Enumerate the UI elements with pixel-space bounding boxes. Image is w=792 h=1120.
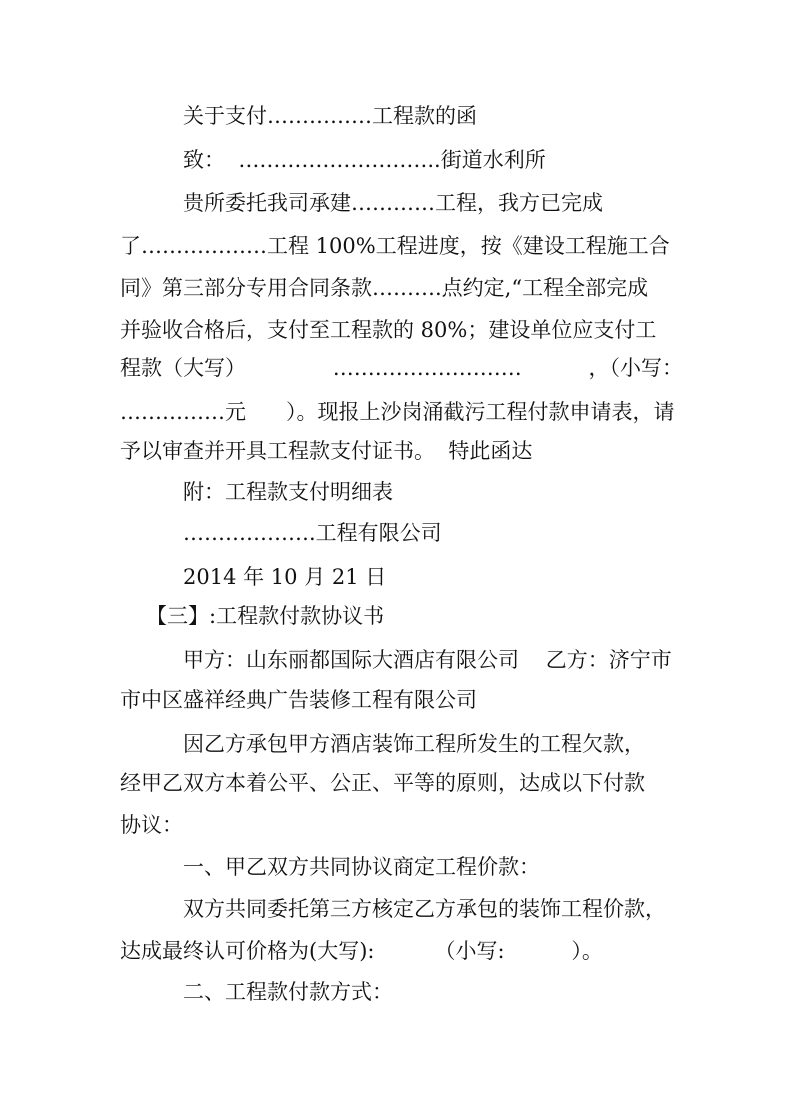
letter-body-line-4: 并验收合格后，支付至工程款的 80%；建设单位应支付工 <box>120 318 657 342</box>
letter-body-line-1: 贵所委托我司承建…………工程，我方已完成 <box>183 191 603 215</box>
date-line: 2014 年 10 月 21 日 <box>183 565 387 589</box>
letter-body-line-6: ……………元 ）。现报上沙岗涌截污工程付款申请表，请 <box>120 400 675 424</box>
letter-body-line-7: 予以审查并开具工程款支付证书。 特此函达 <box>120 439 533 463</box>
parties-line-2: 市中区盛祥经典广告装修工程有限公司 <box>120 688 477 712</box>
letter-title: 关于支付……………工程款的函 <box>183 104 477 128</box>
section-1-line-2: 达成最终认可价格为(大写): （小写: ）。 <box>120 939 603 963</box>
letter-body-line-2: 了………………工程 100%工程进度，按《建设工程施工合 <box>120 234 670 258</box>
agreement-heading: 【三】:工程款付款协议书 <box>146 604 385 628</box>
parties-line-1: 甲方：山东丽都国际大酒店有限公司 乙方：济宁市 <box>183 648 672 672</box>
section-1-line-1: 双方共同委托第三方核定乙方承包的装饰工程价款， <box>183 897 666 921</box>
attachment-line: 附：工程款支付明细表 <box>183 480 393 504</box>
letter-addressee: 致： ………………………..街道水利所 <box>183 148 546 172</box>
section-2-title: 二、工程款付款方式： <box>183 980 393 1004</box>
intro-line-3: 协议： <box>120 813 183 837</box>
intro-line-2: 经甲乙双方本着公平、公正、平等的原则，达成以下付款 <box>120 771 645 795</box>
letter-body-line-3: 同》第三部分专用合同条款……….点约定,“工程全部完成 <box>120 276 649 300</box>
intro-line-1: 因乙方承包甲方酒店装饰工程所发生的工程欠款， <box>183 732 645 756</box>
company-line: ……………….工程有限公司 <box>183 521 442 545</box>
letter-body-line-5: 程款（大写） ……………………… ，（小写： <box>120 356 684 380</box>
section-1-title: 一、甲乙双方共同协议商定工程价款： <box>183 855 540 879</box>
